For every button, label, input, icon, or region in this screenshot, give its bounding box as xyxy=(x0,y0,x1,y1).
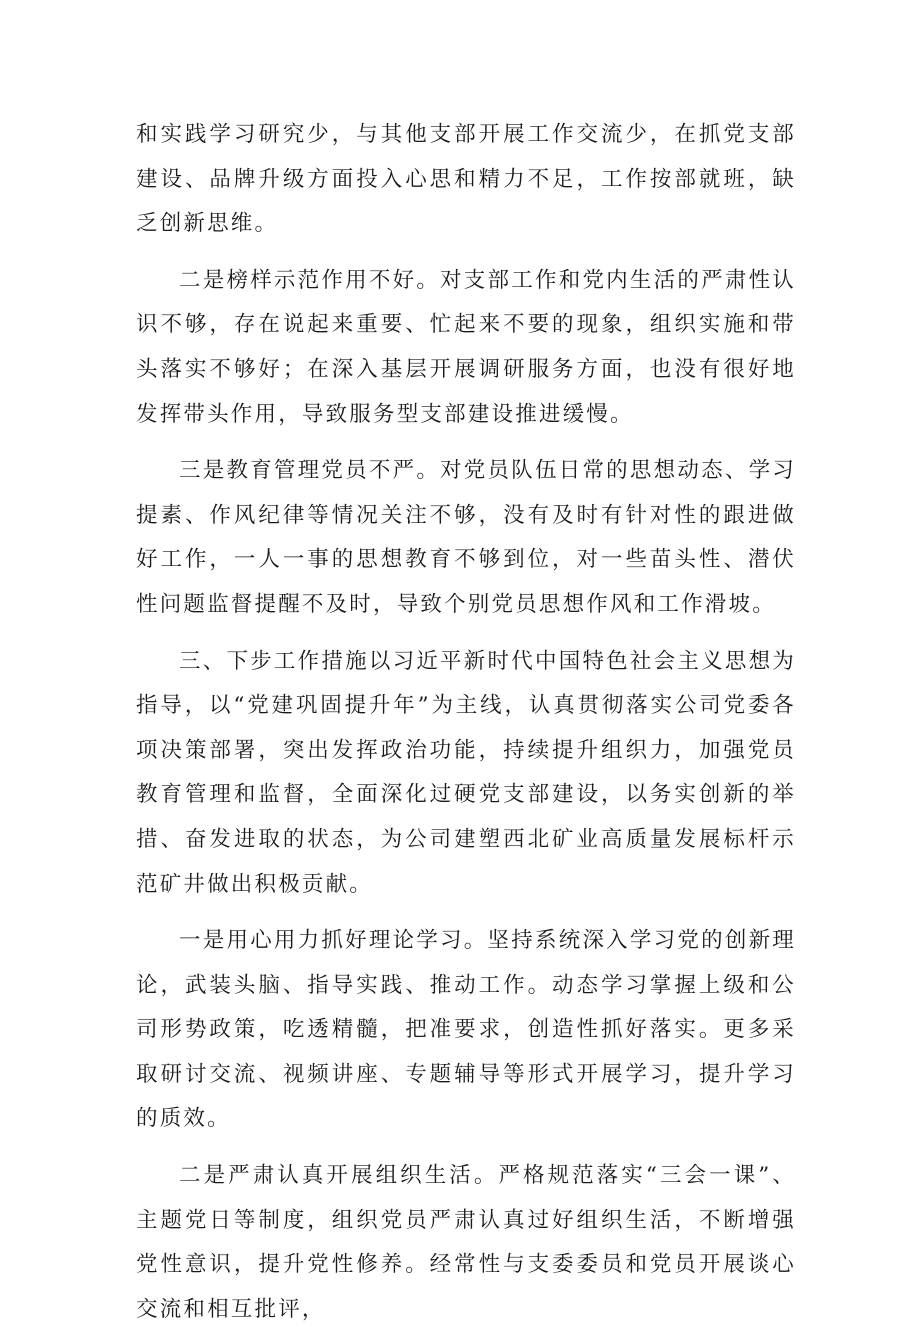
paragraph-continued: 和实践学习研究少，与其他支部开展工作交流少，在抓党支部建设、品牌升级方面投入心思和精力不足，工作按部就班，缺乏创新思维。 xyxy=(136,122,796,237)
document-body xyxy=(136,113,796,1344)
paragraph-organizational-life: 二是严肃认真开展组织生活。严格规范落实“三会一课”、主题党日等制度，组织党员严肃认真过好组织生活，不断增强党性意识，提升党性修养。经常性与支委委员和党员开展谈心交流和相互批评， xyxy=(136,1163,796,1322)
paragraph-theory-study: 一是用心用力抓好理论学习。坚持系统深入学习党的创新理论，武装头脑、指导实践、推动工作。动态学习掌握上级和公司形势政策，吃透精髓，把准要求，创造性抓好落实。更多采取研讨交流、视频讲座、专题辅导等形式开展学习，提升学习的质效。 xyxy=(136,928,796,1132)
paragraph-next-steps: 三、下步工作措施以习近平新时代中国特色社会主义思想为指导，以“党建巩固提升年”为主线，认真贯彻落实公司党委各项决策部署，突出发挥政治功能，持续提升组织力，加强党员教育管理和监督，全面深化过硬党支部建设，以务实创新的举措、奋发进取的状态，为公司建塑西北矿业高质量发展标杆示范矿井做出积极贡献。 xyxy=(136,648,796,897)
paragraph-member-management: 三是教育管理党员不严。对党员队伍日常的思想动态、学习提素、作风纪律等情况关注不够，没有及时有针对性的跟进做好工作，一人一事的思想教育不够到位，对一些苗头性、潜伏性问题监督提醒不及时，导致个别党员思想作风和工作滑坡。 xyxy=(136,458,796,617)
paragraph-role-model: 二是榜样示范作用不好。对支部工作和党内生活的严肃性认识不够，存在说起来重要、忙起来不要的现象，组织实施和带头落实不够好；在深入基层开展调研服务方面，也没有很好地发挥带头作用，导致服务型支部建设推进缓慢。 xyxy=(136,267,796,427)
